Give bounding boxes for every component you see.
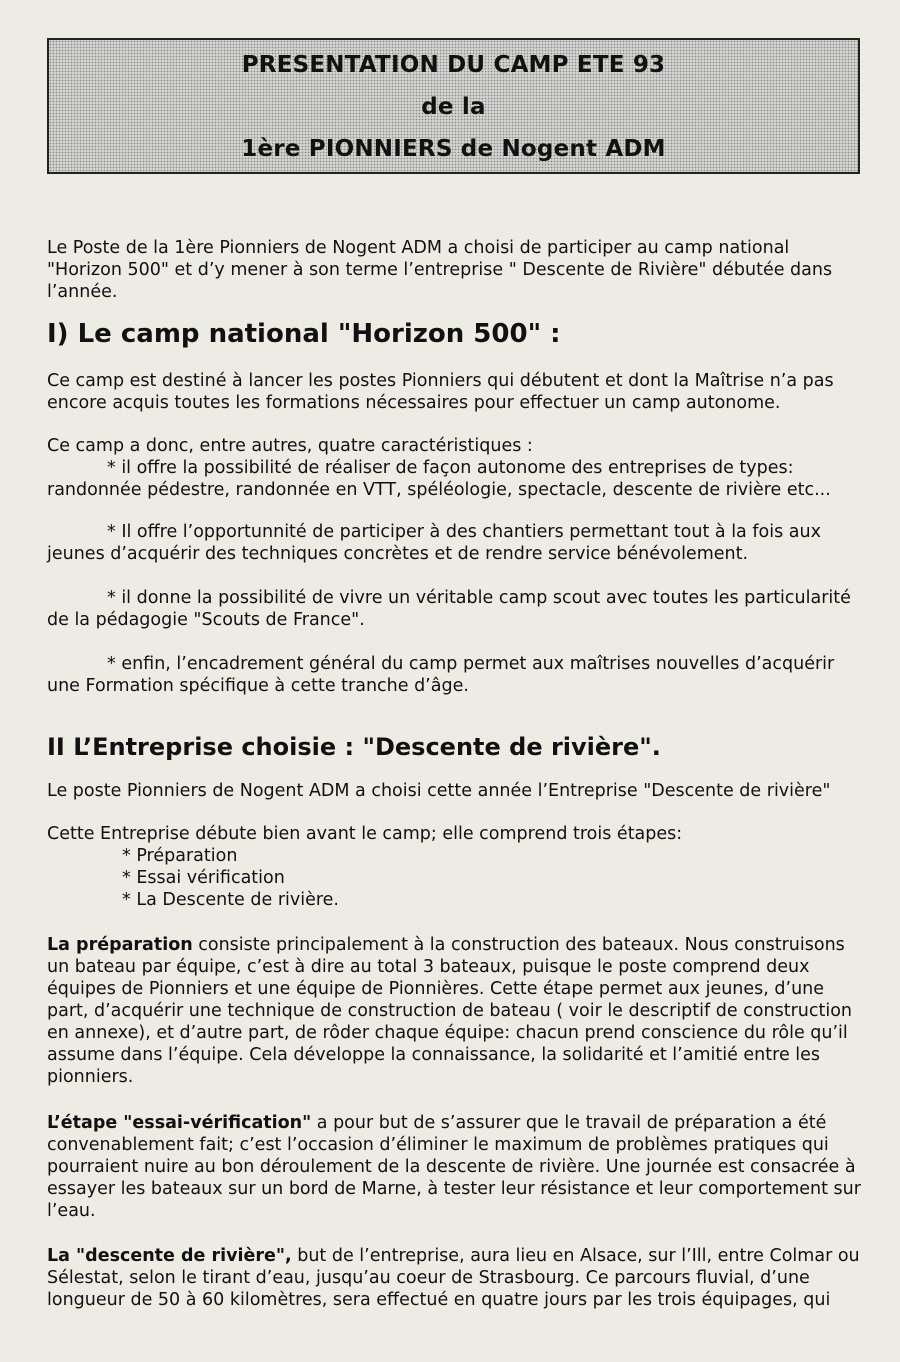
title-box (47, 38, 860, 174)
section1-heading: I) Le camp national "Horizon 500" : (47, 319, 561, 349)
essai-text: a pour but de s’assurer que le travail de préparation a été convenablement fait; c’est l’occasion d’éliminer le maximum de problèmes pratiques qui pourraient nuire au bon déroulement de la descente de rivière. Une journée est consacrée à essayer les bateaux sur un bord de Marne, à tester leur résistance et leur comportement sur l’eau. (47, 1113, 861, 1221)
step-item-2: * Essai vérification (122, 868, 285, 888)
bullet-4-line-2: une Formation spécifique à cette tranche d’âge. (47, 676, 469, 696)
bullet-4-line-1: * enfin, l’encadrement général du camp permet aux maîtrises nouvelles d’acquérir (107, 654, 835, 674)
step-item-3: * La Descente de rivière. (122, 890, 339, 910)
essai-paragraph (47, 1112, 862, 1222)
bullet-1-line-1: * il offre la possibilité de réaliser de façon autonome des entreprises de types: (107, 458, 794, 478)
bullet-2-line-2: jeunes d’acquérir des techniques concrètes et de rendre service bénévolement. (47, 544, 749, 564)
step-item-1: * Préparation (122, 846, 238, 866)
title-line-2: de la (421, 94, 486, 120)
section1-paragraph-1: Ce camp est destiné à lancer les postes Pionniers qui débutent et dont la Maîtrise n’a pas encore acquis toutes les formations nécessaires pour effectuer un camp autonome. (47, 371, 834, 413)
section2-paragraph-1: Le poste Pionniers de Nogent ADM a choisi cette année l’Entreprise "Descente de rivière" (47, 781, 831, 801)
bullet-1-line-2: randonnée pédestre, randonnée en VTT, spéléologie, spectacle, descente de rivière etc... (47, 480, 831, 500)
bullet-3-line-1: * il donne la possibilité de vivre un véritable camp scout avec toutes les particularité (107, 588, 851, 608)
section2-paragraph-2: Cette Entreprise débute bien avant le camp; elle comprend trois étapes: (47, 824, 683, 844)
section2-heading: II L’Entreprise choisie : "Descente de rivière". (47, 733, 661, 761)
descente-text: but de l’entreprise, aura lieu en Alsace, sur l’Ill, entre Colmar ou Sélestat, selon le tirant d’eau, jusqu’au coeur de Strasbourg. Ce parcours fluvial, d’une longueur de 50 à 60 kilomètres, sera effectué en quatre jours par les trois équipages, qui (47, 1246, 860, 1310)
title-line-1: PRESENTATION DU CAMP ETE 93 (241, 52, 666, 78)
preparation-lead: La préparation (47, 935, 193, 955)
descente-lead: La "descente de rivière", (47, 1246, 292, 1266)
bullet-2-line-1: * Il offre l’opportunnité de participer à des chantiers permettant tout à la fois aux (107, 522, 821, 542)
title-line-3: 1ère PIONNIERS de Nogent ADM (241, 136, 666, 162)
preparation-text: consiste principalement à la construction des bateaux. Nous construisons un bateau par équipe, c’est à dire au total 3 bateaux, puisque le poste comprend deux équipes de Pionniers et une équipe de Pionnières. Cette étape permet aux jeunes, d’une part, d’acquérir une technique de construction de bateau ( voir le descriptif de construction en annexe), et d’autre part, de rôder chaque équipe: chacun prend conscience du rôle qu’il assume dans l’équipe. Cela développe la connaissance, la solidarité et l’amitié entre les pionniers. (47, 935, 853, 1087)
preparation-paragraph (47, 934, 862, 1088)
essai-lead: L’étape "essai-vérification" (47, 1113, 312, 1133)
bullet-3-line-2: de la pédagogie "Scouts de France". (47, 610, 365, 630)
intro-paragraph: Le Poste de la 1ère Pionniers de Nogent ADM a choisi de participer au camp national "Horizon 500" et d’y mener à son terme l’entreprise " Descente de Rivière" débutée dans l’année. (47, 238, 833, 302)
section1-paragraph-2: Ce camp a donc, entre autres, quatre caractéristiques : (47, 436, 533, 456)
descente-paragraph (47, 1245, 862, 1311)
